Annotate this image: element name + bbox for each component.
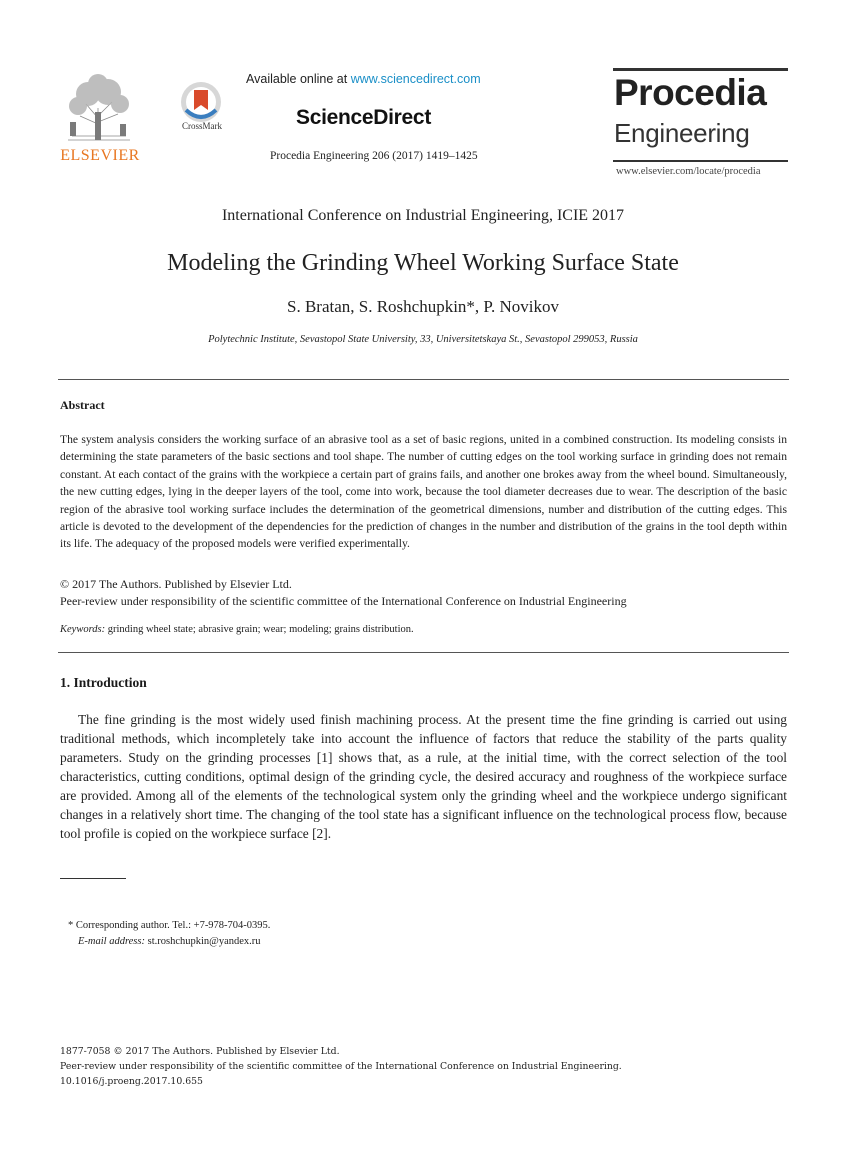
issn-line: 1877-7058 © 2017 The Authors. Published by Elsevier Ltd. — [60, 1046, 340, 1057]
sciencedirect-wordmark: ScienceDirect — [296, 106, 432, 129]
paper-authors: S. Bratan, S. Roshchupkin*, P. Novikov — [286, 297, 560, 316]
corresponding-author-note: * Corresponding author. Tel.: +7-978-704-0395. — [68, 920, 271, 931]
introduction-body: The fine grinding is the most widely used finish machining process. At the present time the fine grinding is carried out using traditional methods, which incompletely take into account the influence of factors that reduce the stability of the parts quality parameters. Study on the grinding processes [1] shows that, as a rule, at the initial time, with the correct selection of the tool characteristics, cutting conditions, optimal design of the grinding cycle, the desired accuracy and roughness of the workpiece surface are provided. Among all of the elements of the technological system only the grinding wheel and the workpiece undergo significant changes in a relatively short time. The changing of the tool state has a significant influence on the technological process flow, because tool profile is copied on the workpiece surface [2]. — [60, 712, 787, 841]
footer-peer-review: Peer-review under responsibility of the scientific committee of the International Conference on Industrial Engineering. — [60, 1061, 622, 1072]
abstract-peer-review: Peer-review under responsibility of the scientific committee of the International Conference on Industrial Engineering — [60, 594, 627, 608]
keywords-label: Keywords: — [60, 624, 106, 635]
abstract-top-divider — [58, 379, 789, 380]
introduction-heading: 1. Introduction — [60, 675, 147, 690]
abstract-copyright: © 2017 The Authors. Published by Elsevier Ltd. — [60, 577, 292, 591]
email-note — [78, 936, 261, 947]
publisher-wordmark: ELSEVIER — [60, 147, 140, 164]
abstract-heading: Abstract — [60, 398, 105, 412]
journal-citation: Procedia Engineering 206 (2017) 1419–1425 — [270, 150, 478, 162]
keywords-list: grinding wheel state; abrasive grain; wear; modeling; grains distribution. — [107, 624, 414, 635]
procedia-url[interactable]: www.elsevier.com/locate/procedia — [616, 166, 761, 177]
doi-line[interactable]: 10.1016/j.proeng.2017.10.655 — [60, 1076, 203, 1087]
procedia-bottom-rule — [613, 160, 788, 162]
footnote-divider — [60, 878, 126, 879]
author-affiliation: Polytechnic Institute, Sevastopol State University, 33, Universitetskaya St., Sevastopol 299053, Russia — [208, 334, 638, 345]
abstract-bottom-divider — [58, 652, 789, 653]
email-address[interactable]: st.roshchupkin@yandex.ru — [147, 936, 261, 947]
paper-title: Modeling the Grinding Wheel Working Surface State — [167, 250, 679, 276]
keywords-line — [60, 624, 414, 635]
availability-line — [246, 72, 481, 86]
conference-name: International Conference on Industrial Engineering, ICIE 2017 — [221, 207, 625, 224]
abstract-body: The system analysis considers the working surface of an abrasive tool as a set of basic regions, united in a combined construction. Its modeling consists in determining the state parameters of the basic sections and tool shape. The number of cutting edges on the tool working surface in grinding does not remain constant. At each contact of the grains with the workpiece a certain part of grains fails, and another one brokes away from the wheel bound. Simultaneously, the new cutting edges, lying in the deeper layers of the tool, come into work, because the tool diameter decreases due to wear. The description of the basic region of the abrasive tool working surface includes the determination of the geometrical dimensions, number and distribution of the cutting edges. This article is devoted to the development of the dependencies for the prediction of changes in the number and distribution of the grains in the tool depth within its life. The adequacy of the proposed models were verified experimentally. — [60, 433, 787, 551]
email-label: E-mail address: — [78, 936, 145, 947]
crossmark-label: CrossMark — [182, 121, 222, 131]
sciencedirect-link[interactable]: www.sciencedirect.com — [350, 72, 481, 86]
procedia-top-rule — [613, 68, 788, 71]
procedia-title: Procedia — [614, 72, 767, 113]
availability-prefix: Available online at — [246, 72, 351, 86]
procedia-subtitle: Engineering — [614, 118, 750, 148]
